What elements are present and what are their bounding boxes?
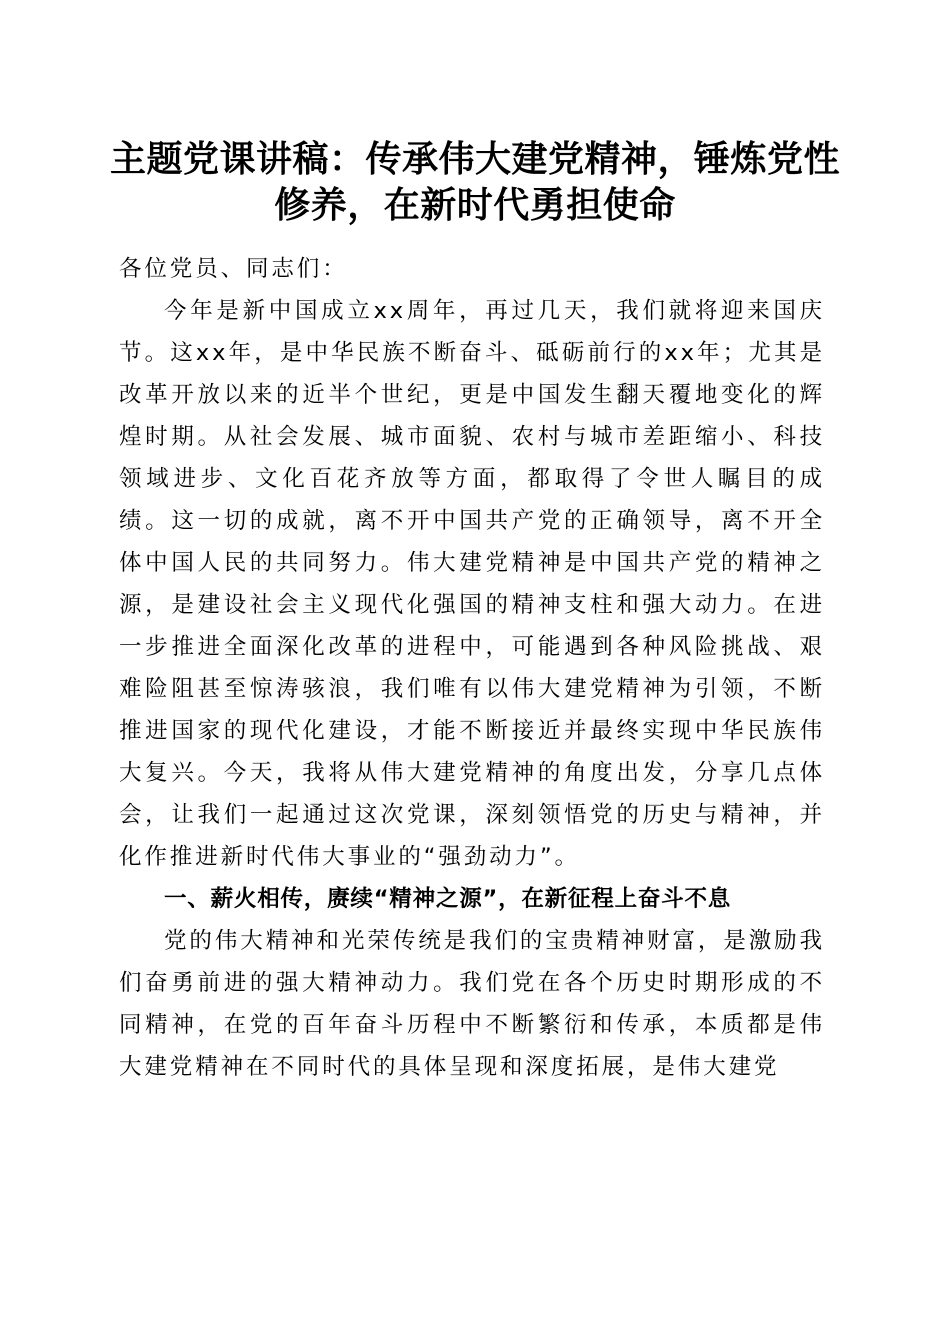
document-title: [110, 136, 840, 228]
salutation: 各位党员、同志们：: [119, 256, 348, 282]
paragraph-section-1: 党的伟大精神和光荣传统是我们的宝贵精神财富，是激励我们奋勇前进的强大精神动力。我们党在各个历史时期形成的不同精神，在党的百年奋斗历程中不断繁衍和传承，本质都是伟大建党精神在不同时代的具体呈现和深度拓展，是伟大建党: [119, 928, 825, 1080]
section-heading-1: 一、薪火相传，赓续“精神之源”，在新征程上奋斗不息: [164, 886, 732, 912]
paragraph-intro: 今年是新中国成立xx周年，再过几天，我们就将迎来国庆节。这xx年，是中华民族不断奋斗、砥砺前行的xx年；尤其是改革开放以来的近半个世纪，更是中国发生翻天覆地变化的辉煌时期。从社会发展、城市面貌、农村与城市差距缩小、科技领域进步、文化百花齐放等方面，都取得了令世人瞩目的成绩。这一切的成就，离不开中国共产党的正确领导，离不开全体中国人民的共同努力。伟大建党精神是中国共产党的精神之源，是建设社会主义现代化强国的精神支柱和强大动力。在进一步推进全面深化改革的进程中，可能遇到各种风险挑战、艰难险阻甚至惊涛骇浪，我们唯有以伟大建党精神为引领，不断推进国家的现代化建设，才能不断接近并最终实现中华民族伟大复兴。今天，我将从伟大建党精神的角度出发，分享几点体会，让我们一起通过这次党课，深刻领悟党的历史与精神，并化作推进新时代伟大事业的“强劲动力”。: [119, 298, 825, 870]
document-body: [119, 248, 825, 1088]
title-line-1: 主题党课讲稿：传承伟大建党精神，锤炼党性: [110, 138, 841, 180]
title-line-2: 修养，在新时代勇担使命: [274, 184, 676, 226]
